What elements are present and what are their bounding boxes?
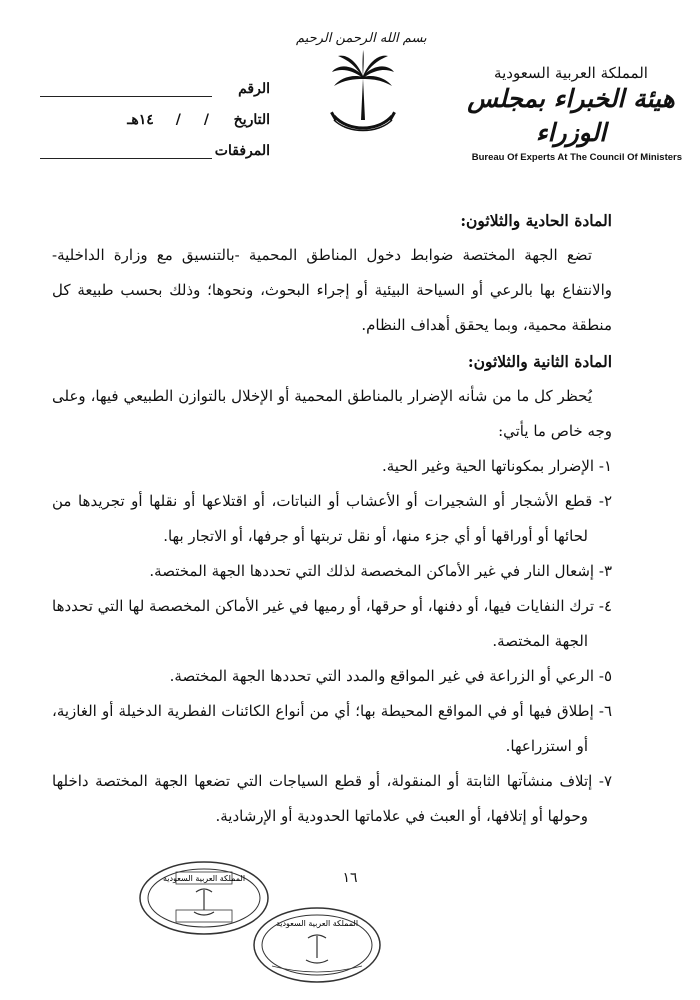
ref-attachments-row — [40, 128, 270, 159]
ref-number-label: الرقم — [238, 81, 270, 97]
article-32-intro: يُحظر كل ما من شأنه الإضرار بالمناطق المحمية أو الإخلال بالتوازن الطبيعي فيها، وعلى وجه خاص ما يأتي: — [52, 387, 612, 440]
list-item: ٤- ترك النفايات فيها، أو دفنها، أو حرقها، أو رميها في غير الأماكن المخصصة لها التي تحددها الجهة المختصة. — [52, 597, 612, 650]
article-31-text: تضع الجهة المختصة ضوابط دخول المناطق المحمية -بالتنسيق مع وزارة الداخلية- والانتفاع بها بالرعي أو السياحة البيئية أو إجراء البحوث، ونحوها؛ وذلك بحسب طبيعة كل منطقة محمية، وبما يحقق أهداف النظام. — [52, 246, 612, 334]
stamp-1-text: المملكة العربية السعودية — [162, 874, 246, 883]
organization-letterhead — [460, 64, 682, 163]
official-stamp-icon — [138, 860, 270, 936]
ref-attachments-line — [40, 144, 212, 159]
reference-fields — [40, 66, 270, 159]
list-item: ٥- الرعي أو الزراعة في غير المواقع والمدد التي تحددها الجهة المختصة. — [169, 667, 612, 685]
ref-date-suffix: ١٤هـ — [127, 112, 154, 128]
org-name-english: Bureau Of Experts At The Council Of Ministers — [471, 152, 682, 163]
ref-attachments-label: المرفقات — [214, 143, 270, 159]
article-31-title: المادة الحادية والثلاثون: — [460, 211, 612, 230]
article-32-title: المادة الثانية والثلاثون: — [467, 352, 612, 371]
palm-and-swords-emblem-icon — [328, 50, 398, 142]
basmala: بسم الله الرحمن الرحيم — [296, 31, 427, 46]
org-name: هيئة الخبراء بمجلس الوزراء — [467, 84, 675, 147]
list-item: ٢- قطع الأشجار أو الشجيرات أو الأعشاب أو النباتات، أو اقتلاعها أو نقلها أو تجريدها من لحائها أو أوراقها أو أي جزء منها، أو نقل تربتها أو جرفها، أو الاتجار بها. — [52, 492, 612, 545]
document-body — [52, 202, 612, 834]
official-stamp-icon — [252, 906, 382, 984]
ref-date-value: //١٤هـ — [127, 112, 210, 128]
ref-number-row — [40, 66, 270, 97]
page-number: ١٦ — [342, 870, 358, 886]
list-item: ٦- إطلاق فيها أو في المواقع المحيطة بها؛ أي من أنواع الكائنات الفطرية الدخيلة أو الغازية، أو استزراعها. — [52, 702, 612, 755]
list-item: ١- الإضرار بمكوناتها الحية وغير الحية. — [381, 457, 612, 475]
ref-date-row — [40, 97, 270, 128]
ref-date-label: التاريخ — [233, 112, 270, 128]
org-kingdom: المملكة العربية السعودية — [494, 64, 648, 82]
list-item: ٧- إتلاف منشآتها الثابتة أو المنقولة، أو قطع السياجات التي تضعها الجهة المختصة داخلها وحولها أو إتلافها، أو العبث في علاماتها الحدودية أو الإرشادية. — [52, 772, 612, 825]
ref-number-line — [40, 82, 212, 97]
list-item: ٣- إشعال النار في غير الأماكن المخصصة لذلك التي تحددها الجهة المختصة. — [149, 562, 612, 580]
stamp-2-text: المملكة العربية السعودية — [275, 919, 359, 928]
